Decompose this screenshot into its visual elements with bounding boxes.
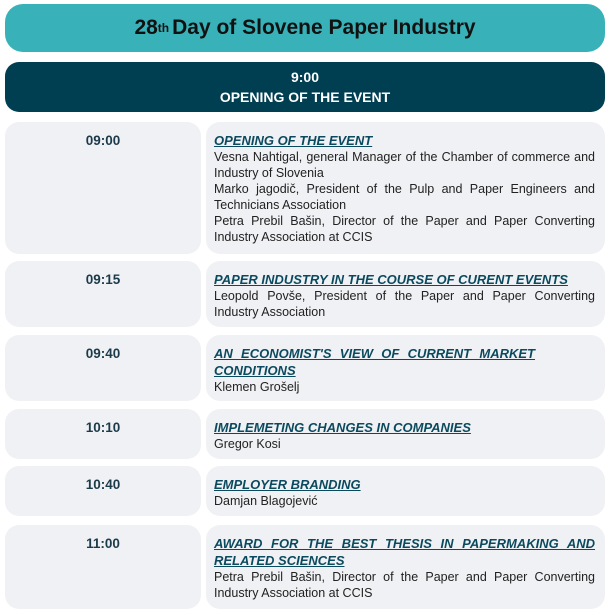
agenda-content (206, 409, 605, 459)
agenda-content (206, 335, 605, 401)
agenda-content (206, 261, 605, 327)
agenda-content (206, 466, 605, 516)
agenda-time: 09:00 (5, 122, 201, 254)
agenda-speaker: Petra Prebil Bašin, Director of the Paper and Paper Converting Industry Association at CCIS (214, 570, 595, 600)
title-number: 28 (134, 16, 158, 39)
agenda-time: 10:10 (5, 409, 201, 459)
agenda-speaker: Leopold Povše, President of the Paper and Paper Converting Industry Association (214, 289, 595, 319)
agenda-speaker: Damjan Blagojević (214, 494, 318, 508)
agenda-row (5, 122, 605, 254)
agenda-speaker: Gregor Kosi (214, 437, 281, 451)
page-title (5, 4, 605, 52)
section-time: 9:00 (290, 69, 320, 85)
agenda-row (5, 261, 605, 327)
agenda-title: PAPER INDUSTRY IN THE COURSE OF CURENT EVENTS (214, 272, 568, 287)
agenda-time: 09:15 (5, 261, 201, 327)
agenda-speaker: Klemen Grošelj (214, 380, 300, 394)
agenda-title: OPENING OF THE EVENT (214, 133, 373, 148)
agenda-row (5, 466, 605, 516)
agenda-title: AWARD FOR THE BEST THESIS IN PAPERMAKING AND RELATED SCIENCES (214, 536, 595, 568)
agenda-content (206, 122, 605, 254)
agenda-title: IMPLEMETING CHANGES IN COMPANIES (214, 420, 471, 435)
agenda-speaker: Petra Prebil Bašin, Director of the Paper and Paper Converting Industry Association at CCIS (214, 214, 595, 244)
agenda-time: 11:00 (5, 525, 201, 609)
agenda-time: 10:40 (5, 466, 201, 516)
title-text: Day of Slovene Paper Industry (172, 16, 476, 39)
section-header (5, 62, 605, 112)
agenda-row (5, 525, 605, 609)
section-title: OPENING OF THE EVENT (219, 89, 391, 105)
agenda-row (5, 335, 605, 401)
agenda-time: 09:40 (5, 335, 201, 401)
agenda-speaker: Marko jagodič, President of the Pulp and Paper Engineers and Technicians Association (214, 182, 595, 212)
agenda-title: AN ECONOMIST'S VIEW OF CURRENT MARKET CONDITIONS (214, 346, 535, 378)
agenda-content (206, 525, 605, 609)
agenda-speaker: Vesna Nahtigal, general Manager of the Chamber of commerce and Industry of Slovenia (214, 150, 595, 180)
agenda-row (5, 409, 605, 459)
title-superscript: th (157, 21, 170, 35)
agenda-title: EMPLOYER BRANDING (214, 477, 361, 492)
